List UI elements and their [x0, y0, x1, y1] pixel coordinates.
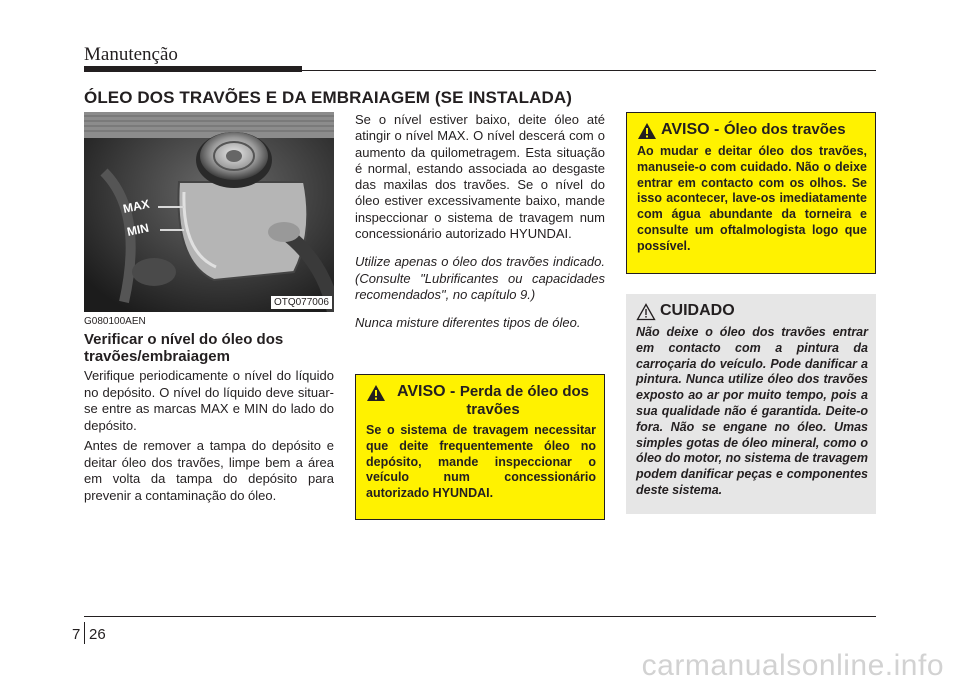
middle-paragraph-2: Utilize apenas o óleo dos travões indicado. (Consulte "Lubrificantes ou capacidades recomendados", no capítulo 9.)	[355, 254, 605, 302]
page-number: 26	[89, 626, 106, 643]
warning-triangle-icon	[637, 122, 657, 140]
warning-heading	[366, 383, 596, 419]
header-rule	[302, 70, 876, 71]
caution-title: CUIDADO	[660, 302, 735, 319]
caution-box	[626, 294, 876, 514]
photo-code: OTQ077006	[271, 296, 332, 309]
warning-title: Óleo dos travões	[723, 121, 846, 138]
warning-box-brake-fluid	[626, 112, 876, 274]
header-title: Manutenção	[84, 44, 178, 65]
left-paragraph-1: Verifique periodicamente o nível do líquido no depósito. O nível do líquido deve situar-se entre as marcas MAX e MIN do lado do depósito.	[84, 368, 334, 433]
caution-triangle-icon	[636, 303, 656, 321]
footer-rule	[84, 616, 876, 617]
warning-label: AVISO -	[661, 121, 720, 138]
left-body	[84, 368, 334, 508]
brake-reservoir-illustration	[84, 112, 334, 312]
chapter-number: 7	[72, 626, 81, 643]
middle-body	[355, 112, 605, 332]
section-title: ÓLEO DOS TRAVÕES E DA EMBRAIAGEM (SE INSTALADA)	[84, 88, 572, 107]
warning-text: Ao mudar e deitar óleo dos travões, manuseie-o com cuidado. Não o deixe entrar em contacto com os olhos. Se isso acontecer, lave-os imediatamente com água abundante da torneira e consulte um oftalmologista logo que possível.	[637, 144, 867, 253]
max-label: MAX	[121, 196, 151, 216]
middle-paragraph-1: Se o nível estiver baixo, deite óleo até atingir o nível MAX. O nível descerá com o aumento da quilometragem. Esta situação é normal, estando associada ao desgaste das maxilas dos travões. Se o nível do óleo estiver excessivamente baixo, mande inspeccionar o sistema de travagem num concessionário autorizado HYUNDAI.	[355, 112, 605, 242]
section-code: G080100AEN	[84, 316, 146, 327]
warning-heading	[637, 121, 867, 140]
caution-text: Não deixe o óleo dos travões entrar em contacto com a pintura da carroçaria do veículo. Pode danificar a pintura. Nunca utilize óleo dos travões exposto ao ar por muito tempo, pois a sua qualidade não é garantida. Deite-o fora. Não se engane no óleo. Umas simples gotas de óleo mineral, como o óleo do motor, no sistema de travagem podem danificar peças e componentes deste sistema.	[636, 325, 869, 497]
warning-text: Se o sistema de travagem necessitar que deite frequentemente óleo no depósito, mande inspeccionar o veículo num concessionário autorizado HYUNDAI.	[366, 423, 596, 501]
engine-photo	[84, 112, 334, 312]
left-paragraph-2: Antes de remover a tampa do depósito e deitar óleo dos travões, limpe bem a área em volta da tampa do depósito para prevenir a contaminação do óleo.	[84, 438, 334, 503]
page-divider	[84, 622, 85, 644]
watermark: carmanualsonline.info	[641, 649, 944, 682]
header-bar	[84, 66, 302, 72]
warning-title: Perda de óleo dos travões	[459, 383, 590, 418]
subheading: Verificar o nível do óleo dos travões/embraiagem	[84, 331, 284, 365]
min-label: MIN	[125, 220, 151, 239]
middle-paragraph-3: Nunca misture diferentes tipos de óleo.	[355, 315, 581, 331]
warning-box-fluid-loss	[355, 374, 605, 520]
warning-triangle-icon	[366, 384, 386, 402]
warning-label: AVISO -	[396, 383, 456, 400]
caution-heading	[636, 302, 868, 321]
